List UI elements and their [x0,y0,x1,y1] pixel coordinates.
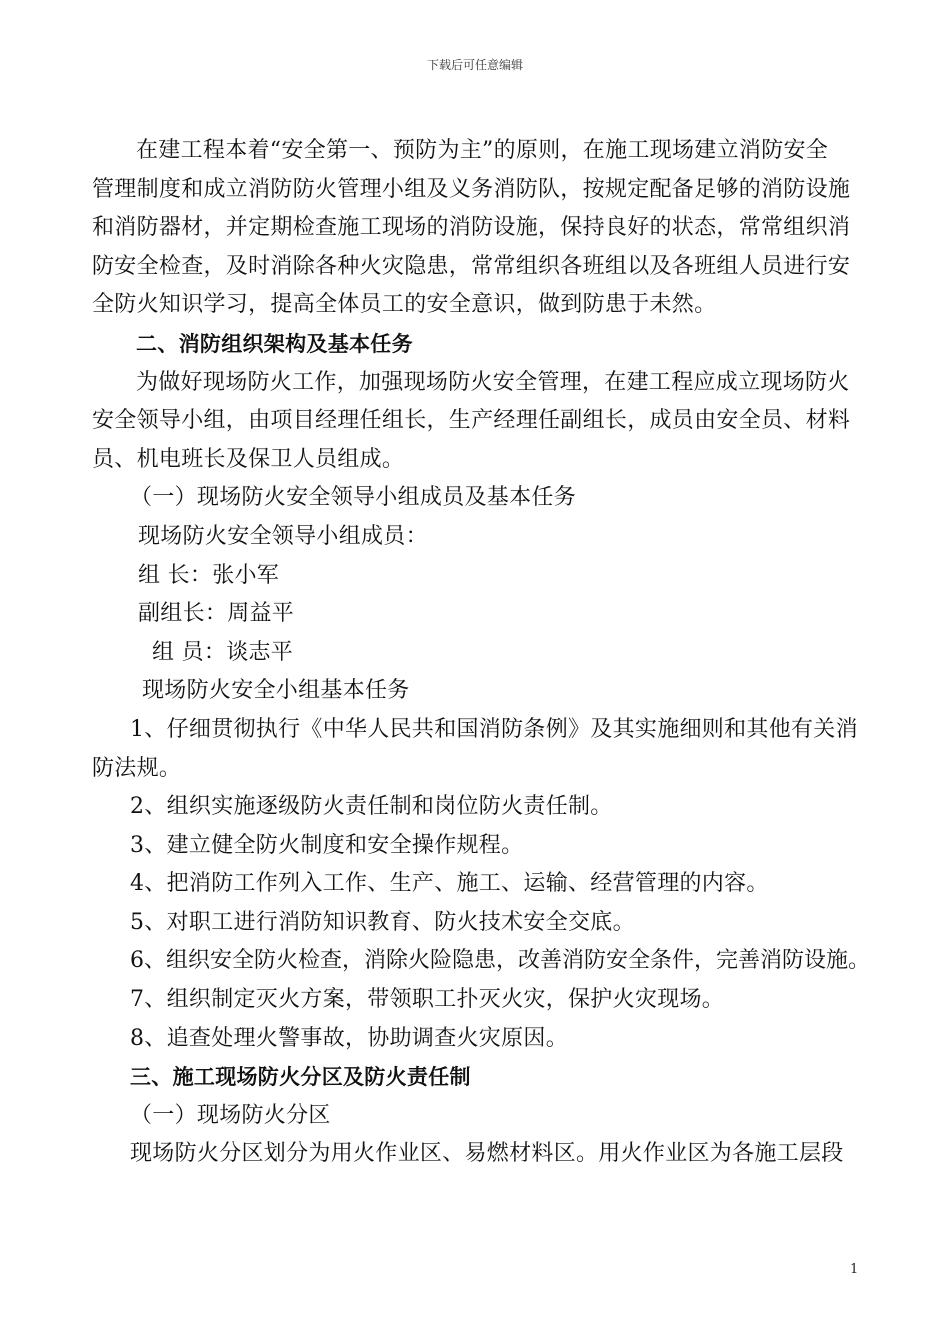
member-deputy-leader: 副组长：周益平 [138,601,295,627]
task-item: 4、把消防工作列入工作、生产、施工、运输、经营管理的内容。 [130,871,769,897]
paragraph-line: 和消防器材，并定期检查施工现场的消防设施，保持良好的状态，常常组织消 [92,215,851,241]
paragraph-line: 现场防火安全领导小组成员： [138,523,428,549]
task-item: 2、组织实施逐级防火责任制和岗位防火责任制。 [130,794,613,820]
member-leader: 组 长：张小军 [138,562,280,588]
paragraph-line: 全防火知识学习，提高全体员工的安全意识，做到防患于未然。 [92,292,717,318]
member-member: 组 员：谈志平 [152,639,294,665]
subsection-heading: （一）现场防火安全领导小组成员及基本任务 [130,485,577,511]
task-item: 7、组织制定灭火方案，带领职工扑灭火灾，保护火灾现场。 [130,987,725,1013]
header-note: 下载后可任意编辑 [426,58,523,72]
paragraph-line: 现场防火安全小组基本任务 [142,678,410,704]
page-number: 1 [850,1262,859,1277]
paragraph-line: 为做好现场防火工作，加强现场防火安全管理，在建工程应成立现场防火 [136,369,850,395]
paragraph-line: 防安全检查，及时消除各种火灾隐患，常常组织各班组以及各班组人员进行安 [92,253,851,279]
task-item: 5、对职工进行消防知识教育、防火技术安全交底。 [130,909,635,935]
task-item: 1、仔细贯彻执行《中华人民共和国消防条例》及其实施细则和其他有关消 [130,716,858,742]
paragraph-line: 防法规。 [92,755,182,781]
task-item: 8、追查处理火警事故，协助调查火灾原因。 [130,1025,568,1051]
paragraph-line: 员、机电班长及保卫人员组成。 [92,446,405,472]
section-heading: 三、施工现场防火分区及防火责任制 [130,1065,471,1090]
paragraph-line: 安全领导小组，由项目经理任组长，生产经理任副组长，成员由安全员、材料 [92,408,851,434]
task-item: 6、组织安全防火检查，消除火险隐患，改善消防安全条件，完善消防设施。 [130,948,870,974]
subsection-heading: （一）现场防火分区 [130,1102,331,1128]
section-heading: 二、消防组织架构及基本任务 [136,331,413,356]
paragraph-line: 现场防火分区划分为用火作业区、易燃材料区。用火作业区为各施工层段 [130,1141,844,1167]
document-body [92,132,872,1174]
paragraph-line: 在建工程本着“安全第一、预防为主”的原则，在施工现场建立消防安全 [136,138,829,163]
paragraph-line: 管理制度和成立消防防火管理小组及义务消防队，按规定配备足够的消防设施 [92,176,851,202]
task-item: 3、建立健全防火制度和安全操作规程。 [130,832,524,858]
